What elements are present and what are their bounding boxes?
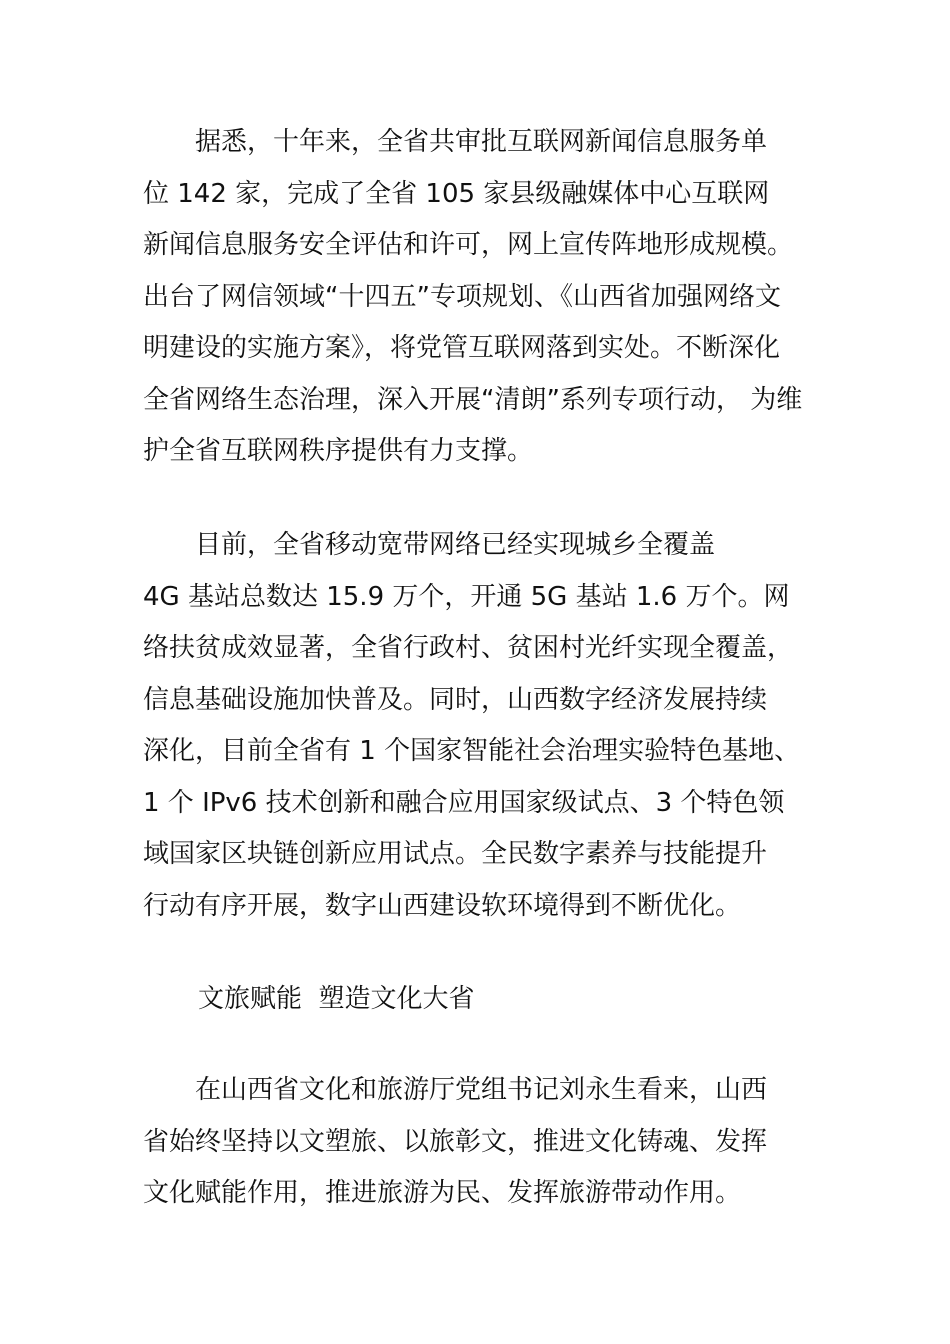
text-line: 目前，全省移动宽带网络已经实现城乡全覆盖	[143, 530, 716, 560]
text-line: 明建设的实施方案》，将党管互联网落到实处。不断深化	[143, 333, 781, 363]
text-line: 护全省互联网秩序提供有力支撑。	[143, 436, 534, 466]
section-heading: 文旅赋能 塑造文化大省	[198, 984, 475, 1014]
text-line: 出台了网信领域“十四五”专项规划、《山西省加强网络文	[143, 281, 781, 312]
text-line: 络扶贫成效显著，全省行政村、贫困村光纤实现全覆盖，	[143, 633, 794, 663]
text-line: 在山西省文化和旅游厅党组书记刘永生看来，山西	[143, 1075, 768, 1105]
text-line: 深化，目前全省有 1 个国家智能社会治理实验特色基地、	[143, 736, 801, 766]
text-line: 文化赋能作用，推进旅游为民、发挥旅游带动作用。	[143, 1178, 742, 1208]
text-line: 行动有序开展，数字山西建设软环境得到不断优化。	[143, 890, 742, 921]
text-line: 1 个 IPv6 技术创新和融合应用国家级试点、3 个特色领	[143, 787, 785, 818]
paragraph-culture-tourism	[143, 1065, 818, 1220]
paragraph-internet-news	[143, 117, 818, 478]
text-line: 新闻信息服务安全评估和许可，网上宣传阵地形成规模。	[143, 230, 794, 260]
text-line: 信息基础设施加快普及。同时，山西数字经济发展持续	[143, 684, 768, 715]
text-line: 据悉，十年来，全省共审批互联网新闻信息服务单	[143, 127, 768, 157]
text-line: 域国家区块链创新应用试点。全民数字素养与技能提升	[143, 839, 768, 869]
text-line: 位 142 家，完成了全省 105 家县级融媒体中心互联网	[143, 178, 770, 209]
text-line: 全省网络生态治理，深入开展“清朗”系列专项行动， 为维	[143, 384, 803, 415]
text-line: 4G 基站总数达 15.9 万个，开通 5G 基站 1.6 万个。网	[143, 581, 790, 612]
paragraph-broadband	[143, 520, 818, 932]
text-line: 省始终坚持以文塑旅、以旅彰文，推进文化铸魂、发挥	[143, 1126, 768, 1157]
